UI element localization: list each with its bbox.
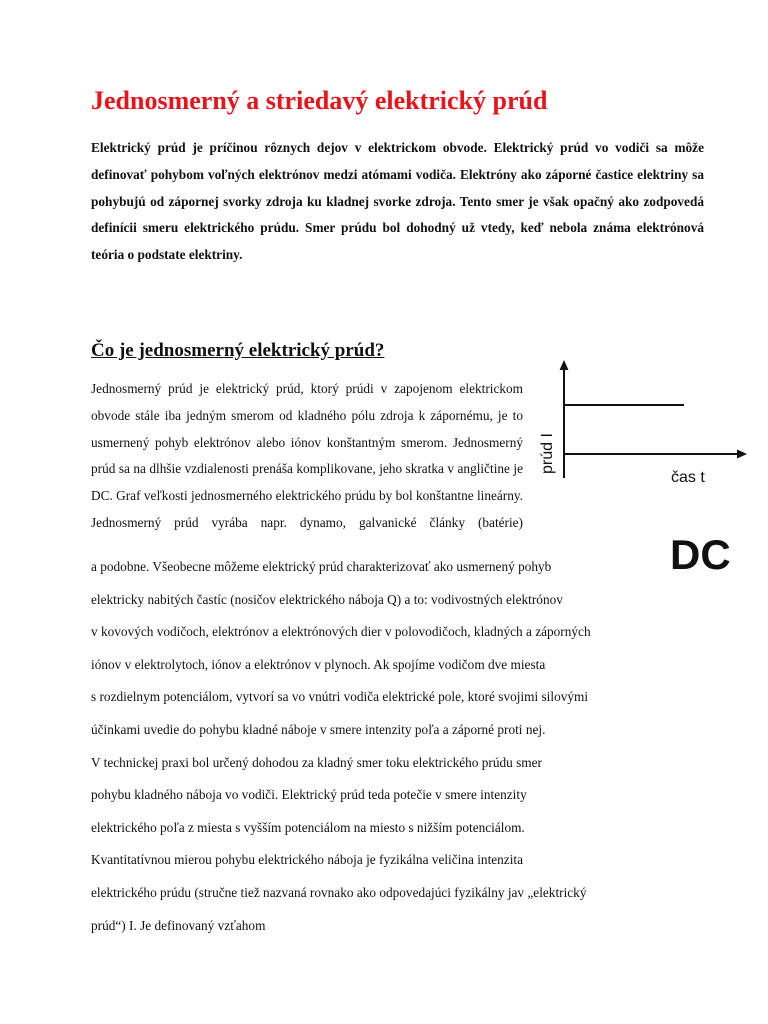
body-text-line: prúd“) I. Je definovaný vzťahom xyxy=(91,917,266,933)
body-text-line: elektrického prúdu (stručne tiež nazvaná rovnako ako odpovedajúci fyzikálny jav „elektrický xyxy=(91,884,587,900)
section-heading: Čo je jednosmerný elektrický prúd? xyxy=(91,340,385,361)
graph-y-label: prúd I xyxy=(539,433,556,474)
page-title: Jednosmerný a striedavý elektrický prúd xyxy=(91,86,548,115)
body-text-line: elektricky nabitých častíc (nosičov elektrického náboja Q) a to: vodivostných elektrónov xyxy=(91,591,563,607)
y-axis-arrow-icon xyxy=(560,360,569,370)
body-text-line: s rozdielnym potenciálom, vytvorí sa vo vnútri vodiča elektrické pole, ktoré svojimi silovými xyxy=(91,689,589,705)
dc-description-paragraph: Jednosmerný prúd je elektrický prúd, ktorý prúdi v zapojenom elektrickom obvode stále iba jedným smerom od kladného pólu zdroja k zápornému, je to usmernený pohyb elektrónov alebo iónov konštantným smerom. Jednosmerný prúd sa na dlhšie vzdialenosti prenáša komplikovane, jeho skratka v angličtine je DC. Graf veľkosti jednosmerného elektrického prúdu by bol konštantne lineárny. Jednosmerný prúd vyrába napr. dynamo, galvanické články (batérie) xyxy=(91,381,523,530)
body-text xyxy=(91,551,691,942)
intro-paragraph: Elektrický prúd je príčinou rôznych dejov v elektrickom obvode. Elektrický prúd vo vodiči sa môže definovať pohybom voľných elektrónov medzi atómami vodiča. Elektróny ako záporné častice elektriny sa pohybujú od zápornej svorky zdroja ku kladnej svorke zdroja. Tento smer je však opačný ako zodpovedá definícii smeru elektrického prúdu. Smer prúdu bol dohodný už vtedy, keď nebola známa elektrónová teória o podstate elektriny. xyxy=(91,140,704,263)
x-axis-arrow-icon xyxy=(737,450,747,459)
body-text-line: Kvantitatívnou mierou pohybu elektrického náboja je fyzikálna veličina intenzita xyxy=(91,852,523,868)
body-text-line: v kovových vodičoch, elektrónov a elektrónových dier v polovodičoch, kladných a záporných xyxy=(91,624,591,640)
body-text-line: iónov v elektrolytoch, iónov a elektrónov v plynoch. Ak spojíme vodičom dve miesta xyxy=(91,656,546,672)
dc-graph xyxy=(530,350,750,500)
body-text-line: pohybu kladného náboja vo vodiči. Elektrický prúd teda potečie v smere intenzity xyxy=(91,787,527,803)
dc-badge: DC xyxy=(670,531,731,578)
body-text-line: účinkami uvedie do pohybu kladné náboje v smere intenzity poľa a záporné proti nej. xyxy=(91,721,546,737)
body-text-line: a podobne. Všeobecne môžeme elektrický prúd charakterizovať ako usmernený pohyb xyxy=(91,559,552,574)
body-text-line: elektrického poľa z miesta s vyšším potenciálom na miesto s nižším potenciálom. xyxy=(91,819,525,835)
graph-x-label: čas t xyxy=(671,469,705,486)
body-text-line: V technickej praxi bol určený dohodou za kladný smer toku elektrického prúdu smer xyxy=(91,754,542,770)
